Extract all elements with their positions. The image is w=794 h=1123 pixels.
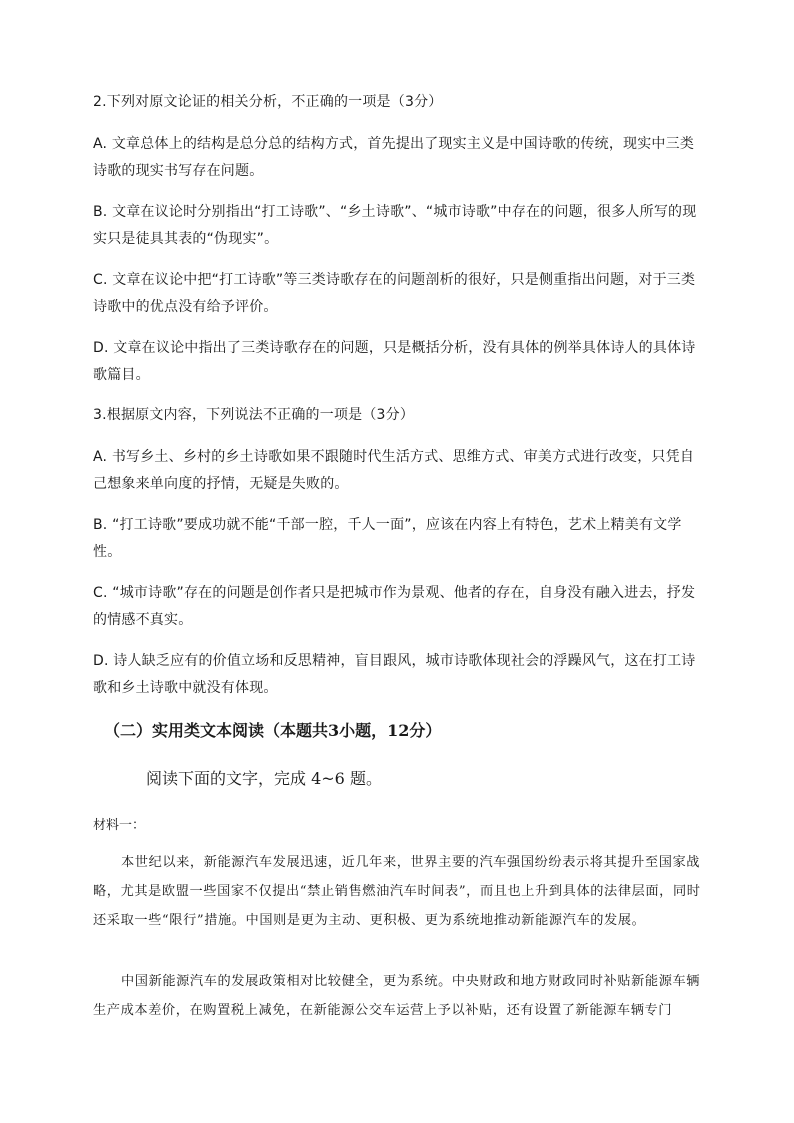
question-2-option-b: B. 文章在议论时分别指出“打工诗歌”、“乡土诗歌”、“城市诗歌”中存在的问题，很多人所写的现实只是徒具其表的“伪现实”。 bbox=[93, 204, 697, 247]
question-3-option-c: C. “城市诗歌”存在的问题是创作者只是把城市作为景观、他者的存在，自身没有融入进去，抒发的情感不真实。 bbox=[93, 585, 696, 628]
material-paragraph-2: 中国新能源汽车的发展政策相对比较健全，更为系统。中央财政和地方财政同时补贴新能源车辆生产成本差价，在购置税上减免，在新能源公交车运营上予以补贴，还有设置了新能源车辆专门 bbox=[93, 974, 701, 1018]
question-3-option-b: B. “打工诗歌”要成功就不能“千部一腔，千人一面”，应该在内容上有特色，艺术上精美有文学性。 bbox=[93, 517, 682, 560]
question-2-option-a: A. 文章总体上的结构是总分总的结构方式，首先提出了现实主义是中国诗歌的传统，现实中三类诗歌的现实书写存在问题。 bbox=[93, 136, 695, 179]
material-paragraph-1: 本世纪以来，新能源汽车发展迅速，近几年来，世界主要的汽车强国纷纷表示将其提升至国家战略，尤其是欧盟一些国家不仅提出“禁止销售燃油汽车时间表”，而且也上升到具体的法律层面，同时还采取一些“限行”措施。中国则是更为主动、更积极、更为系统地推动新能源汽车的发展。 bbox=[93, 855, 701, 928]
question-3-option-a: A. 书写乡土、乡村的乡土诗歌如果不跟随时代生活方式、思维方式、审美方式进行改变，只凭自己想象来单向度的抒情，无疑是失败的。 bbox=[93, 449, 695, 492]
reading-instruction: 阅读下面的文字，完成 4~6 题。 bbox=[146, 769, 382, 788]
question-2-option-c: C. 文章在议论中把“打工诗歌”等三类诗歌存在的问题剖析的很好，只是侧重指出问题，对于三类诗歌中的优点没有给予评价。 bbox=[93, 272, 696, 315]
material-label: 材料一： bbox=[93, 818, 146, 833]
question-3-stem: 3.根据原文内容，下列说法不正确的一项是（3分） bbox=[93, 407, 415, 423]
question-2-option-d: D. 文章在议论中指出了三类诗歌存在的问题，只是概括分析，没有具体的例举具体诗人的具体诗歌篇目。 bbox=[93, 340, 696, 383]
section-heading: （二）实用类文本阅读（本题共3小题，12分） bbox=[104, 721, 442, 740]
question-2-stem: 2.下列对原文论证的相关分析，不正确的一项是（3分） bbox=[93, 94, 443, 110]
question-3-option-d: D. 诗人缺乏应有的价值立场和反思精神，盲目跟风，城市诗歌体现社会的浮躁风气，这在打工诗歌和乡土诗歌中就没有体现。 bbox=[93, 653, 696, 696]
